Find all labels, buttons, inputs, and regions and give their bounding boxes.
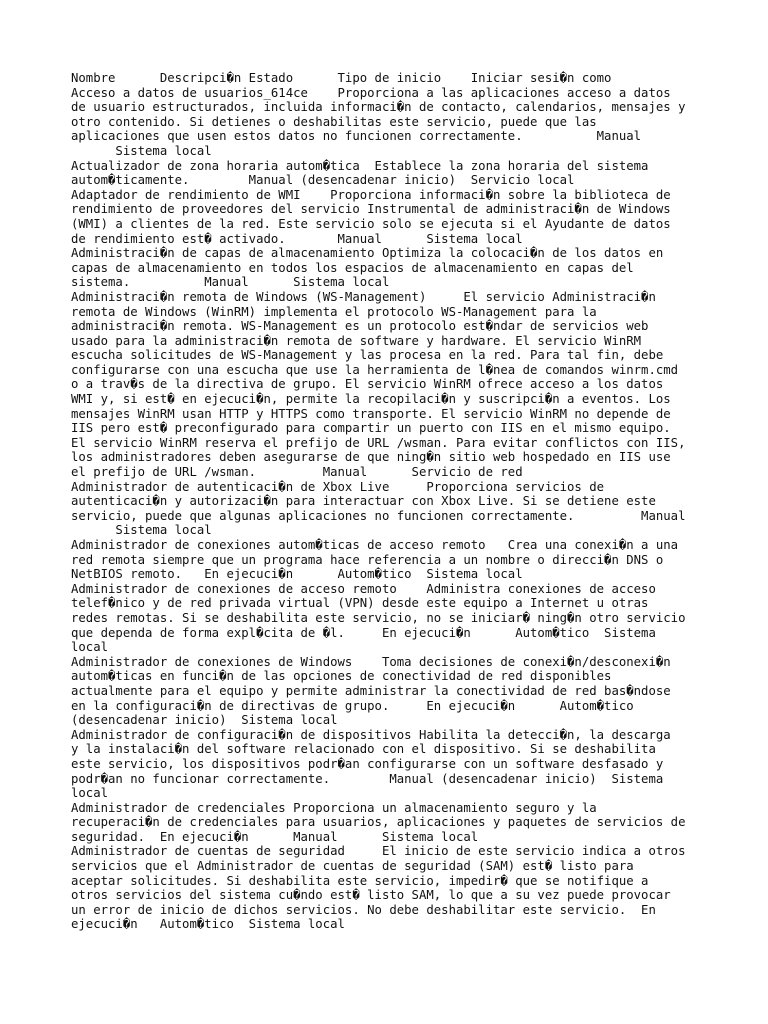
- document-line: local: [71, 640, 109, 655]
- document-line: administraci�n remota. WS-Management es un protocolo est�ndar de servicios web: [71, 319, 649, 334]
- document-line: Actualizador de zona horaria autom�tica Establece la zona horaria del sistema: [71, 158, 649, 173]
- document-line: WMI y, si est� en ejecuci�n, permite la recopilaci�n y suscripci�n a eventos. Los: [71, 392, 671, 407]
- document-line: Administrador de cuentas de seguridad El inicio de este servicio indica a otros: [71, 844, 686, 859]
- document-line: servicio, puede que algunas aplicaciones no funcionen correctamente. Manual: [71, 508, 686, 523]
- document-line: Administrador de configuraci�n de dispositivos Habilita la detecci�n, la descarga: [71, 727, 671, 742]
- document-line: Administraci�n remota de Windows (WS-Management) El servicio Administraci�n: [71, 289, 656, 304]
- document-line: otros servicios del sistema cu�ndo est� listo SAM, lo que a su vez puede provocar: [71, 888, 671, 903]
- document-line: aplicaciones que usen estos datos no funcionen correctamente. Manual: [71, 129, 642, 144]
- document-line: rendimiento de proveedores del servicio Instrumental de administraci�n de Windows: [71, 202, 671, 217]
- document-line: autenticaci�n y autorizaci�n para interactuar con Xbox Live. Si se detiene este: [71, 494, 656, 509]
- document-line: Administrador de credenciales Proporciona un almacenamiento seguro y la: [71, 800, 597, 815]
- document-line: Administrador de autenticaci�n de Xbox Live Proporciona servicios de: [71, 479, 605, 494]
- document-line: configurarse con una escucha que use la herramienta de l�nea de comandos winrm.cmd: [71, 362, 679, 377]
- document-line: sistema. Manual Sistema local: [71, 275, 390, 290]
- document-line: Adaptador de rendimiento de WMI Proporciona informaci�n sobre la biblioteca de: [71, 187, 671, 202]
- document-line: El servicio WinRM reserva el prefijo de URL /wsman. Para evitar conflictos con IIS,: [71, 435, 686, 450]
- document-line: Administraci�n de capas de almacenamiento Optimiza la colocaci�n de los datos en: [71, 246, 664, 261]
- document-line: de usuario estructurados, incluida informaci�n de contacto, calendarios, mensajes y: [71, 100, 686, 115]
- document-line: capas de almacenamiento en todos los espacios de almacenamiento en capas del: [71, 260, 634, 275]
- document-line: telef�nico y de red privada virtual (VPN) desde este equipo a Internet u otras: [71, 596, 649, 611]
- document-line: y la instalaci�n del software relacionado con el dispositivo. Si se deshabilita: [71, 742, 656, 757]
- document-line: red remota siempre que un programa hace referencia a un nombre o direcci�n DNS o: [71, 552, 664, 567]
- document-line: autom�ticamente. Manual (desencadenar inicio) Servicio local: [71, 173, 575, 188]
- document-line: escucha solicitudes de WS-Management y las procesa en la red. Para tal fin, debe: [71, 348, 664, 363]
- document-line: podr�an no funcionar correctamente. Manual (desencadenar inicio) Sistema: [71, 771, 664, 786]
- document-body: [71, 71, 711, 932]
- document-line: de rendimiento est� activado. Manual Sistema local: [71, 231, 523, 246]
- document-line: Administrador de conexiones de acceso remoto Administra conexiones de acceso: [71, 581, 656, 596]
- document-line: en la configuraci�n de directivas de grupo. En ejecuci�n Autom�tico: [71, 698, 634, 713]
- document-line: Acceso a datos de usuarios_614ce Proporciona a las aplicaciones acceso a datos: [71, 85, 671, 100]
- document-line: un error de inicio de dichos servicios. No debe deshabilitar este servicio. En: [71, 902, 656, 917]
- document-line: Administrador de conexiones autom�ticas de acceso remoto Crea una conexi�n a una: [71, 538, 679, 552]
- document-line: (WMI) a clientes de la red. Este servicio solo se ejecuta si el Ayudante de datos: [71, 216, 671, 231]
- document-line: Sistema local: [71, 523, 212, 538]
- document-line: este servicio, los dispositivos podr�an configurarse con un software desfasado y: [71, 756, 664, 771]
- document-line: autom�ticas en funci�n de las opciones de conectividad de red disponibles: [71, 669, 612, 684]
- document-line: que dependa de forma expl�cita de �l. En ejecuci�n Autom�tico Sistema: [71, 625, 656, 640]
- document-line: aceptar solicitudes. Si deshabilita este servicio, impedir� que se notifique a: [71, 873, 649, 888]
- document-line: Sistema local: [71, 143, 212, 158]
- document-line: servicios que el Administrador de cuentas de seguridad (SAM) est� listo para: [71, 859, 634, 874]
- document-line: o a trav�s de la directiva de grupo. El servicio WinRM ofrece acceso a los datos: [71, 377, 664, 392]
- document-line: mensajes WinRM usan HTTP y HTTPS como transporte. El servicio WinRM no depende de: [71, 406, 671, 421]
- document-line: IIS pero est� preconfigurado para compartir un puerto con IIS en el mismo equipo.: [71, 421, 671, 436]
- document-line: (desencadenar inicio) Sistema local: [71, 713, 338, 728]
- document-line: Administrador de conexiones de Windows Toma decisiones de conexi�n/desconexi�n: [71, 654, 671, 669]
- document-line: seguridad. En ejecuci�n Manual Sistema local: [71, 829, 479, 844]
- document-line: Nombre Descripci�n Estado Tipo de inicio Iniciar sesi�n como: [71, 71, 612, 85]
- document-line: redes remotas. Si se deshabilita este servicio, no se iniciar� ning�n otro servicio: [71, 610, 686, 625]
- document-line: ejecuci�n Autom�tico Sistema local: [71, 917, 345, 932]
- document-line: NetBIOS remoto. En ejecuci�n Autom�tico Sistema local: [71, 567, 523, 582]
- document-line: el prefijo de URL /wsman. Manual Servicio de red: [71, 465, 523, 480]
- document-line: usado para la administraci�n remota de software y hardware. El servicio WinRM: [71, 333, 642, 348]
- document-line: los administradores deben asegurarse de que ning�n sitio web hospedado en IIS use: [71, 450, 671, 465]
- document-line: recuperaci�n de credenciales para usuarios, aplicaciones y paquetes de servicios de: [71, 815, 686, 830]
- document-line: otro contenido. Si detienes o deshabilitas este servicio, puede que las: [71, 114, 597, 129]
- document-line: local: [71, 786, 109, 801]
- document-line: remota de Windows (WinRM) implementa el protocolo WS-Management para la: [71, 304, 597, 319]
- document-line: actualmente para el equipo y permite administrar la conectividad de red bas�ndose: [71, 683, 671, 698]
